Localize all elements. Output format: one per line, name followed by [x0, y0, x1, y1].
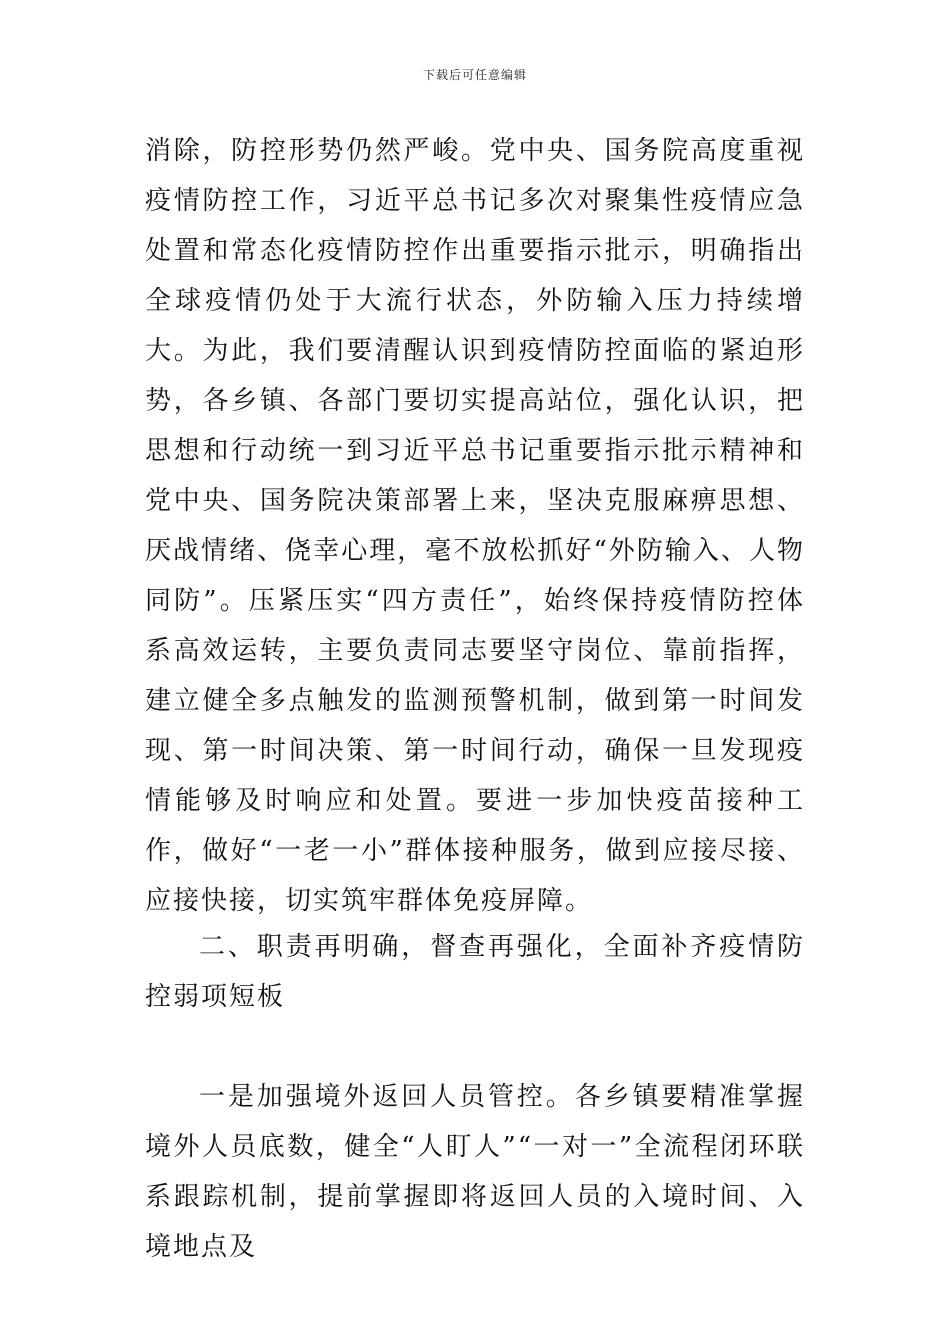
paragraph-epidemic-situation: 消除，防控形势仍然严峻。党中央、国务院高度重视疫情防控工作，习近平总书记多次对聚集性疫情应急处置和常态化疫情防控作出重要指示批示，明确指出全球疫情仍处于大流行状态，外防输入压力持续增大。为此，我们要清醒认识到疫情防控面临的紧迫形势，各乡镇、各部门要切实提高站位，强化认识，把思想和行动统一到习近平总书记重要指示批示精神和党中央、国务院决策部署上来，坚决克服麻痹思想、厌战情绪、侥幸心理，毫不放松抓好“外防输入、人物同防”。压紧压实“四方责任”，始终保持疫情防控体系高效运转，主要负责同志要坚守岗位、靠前指挥，建立健全多点触发的监测预警机制，做到第一时间发现、第一时间决策、第一时间行动，确保一旦发现疫情能够及时响应和处置。要进一步加快疫苗接种工作，做好“一老一小”群体接种服务，做到应接尽接、应接快接，切实筑牢群体免疫屏障。 [145, 136, 805, 916]
page-header: 下载后可任意编辑 [422, 68, 527, 82]
paragraph-overseas-returnees: 一是加强境外返回人员管控。各乡镇要精准掌握境外人员底数，健全“人盯人”“一对一”全流程闭环联系跟踪机制，提前掌握即将返回人员的入境时间、入境地点及 [145, 1082, 805, 1262]
section-heading-two: 二、职责再明确，督查再强化，全面补齐疫情防控弱项短板 [145, 932, 805, 1012]
